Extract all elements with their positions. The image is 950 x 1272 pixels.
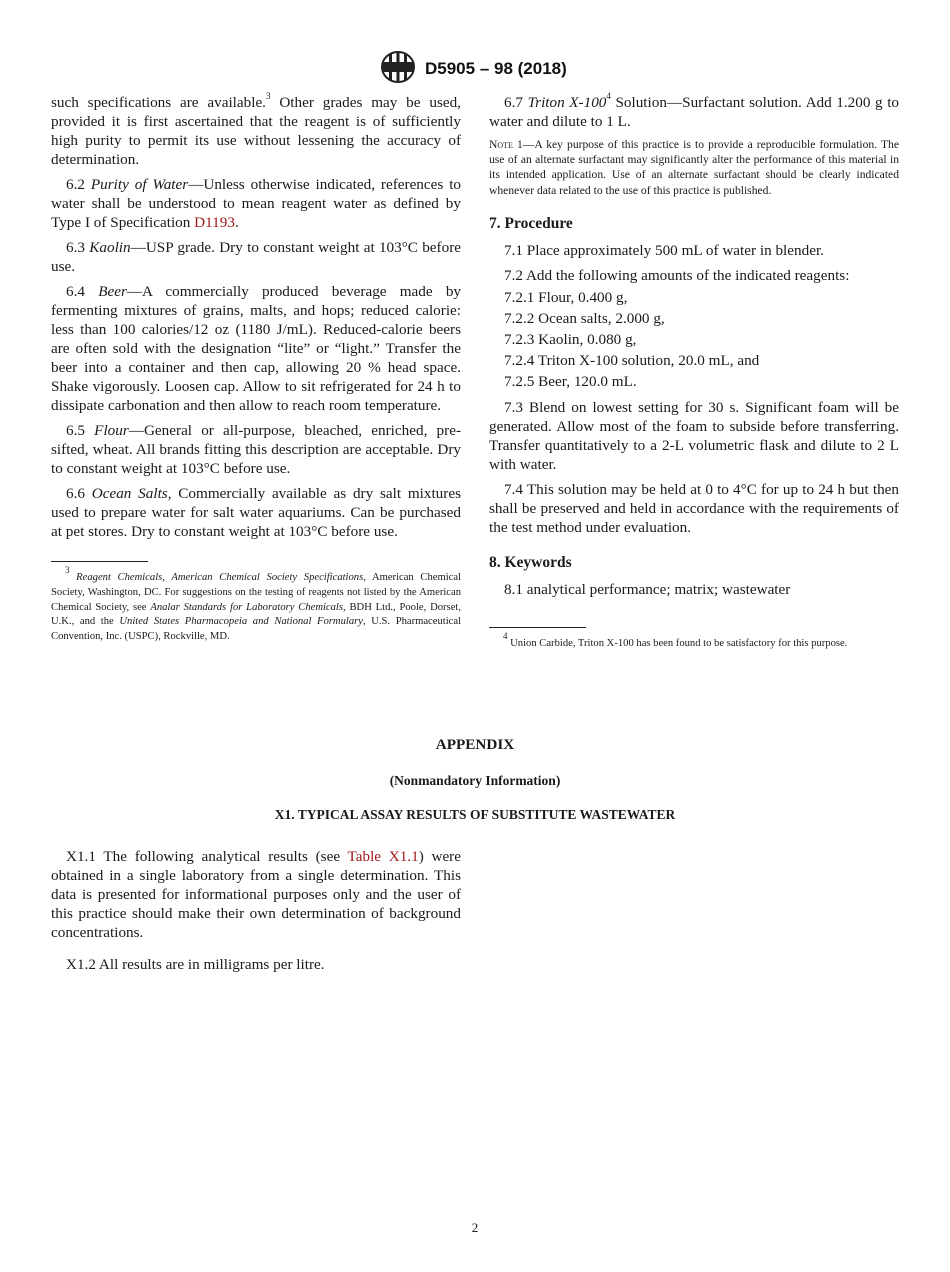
page-number: 2: [471, 1220, 479, 1235]
paragraph-6-6: 6.6 Ocean Salts, Commercially available as dry salt mixtures used to prepare water for salt water aquariums. Can be purchased at pet stores. Dry to constant weight at 103°C before use.: [51, 485, 461, 540]
footnote-3: $^3$ Reagent Chemicals, American Chemical Society Specifications, American Chemical Society, Washington, DC. For suggestions on the testing of reagents not listed by the American Chemical Society, see Analar Standards for Laboratory Chemicals, BDH Ltd., Poole, Dorset, U.K., and the United States Pharmacopeia and National Formulary, U.S. Pharmaceutical Convention, Inc. (USPC), Rockville, MD.: [51, 565, 461, 643]
footnote-4: $^4$ Union Carbide, Triton X-100 has been found to be satisfactory for this purpose.: [503, 631, 848, 649]
paragraph-6-2: 6.2 Purity of Water—Unless otherwise indicated, references to water shall be understood to mean reagent water as defined by Type I of Specification D1193.: [51, 176, 462, 231]
footnote-divider: [51, 561, 148, 562]
note-1: Note 1—A key purpose of this practice is to provide a reproducible formulation. The use of an alternate surfactant may significantly alter the performance of this material in its intended application. Use of an alternate surfactant should be clearly indicated whenever data related to the use of this practice is published.: [489, 138, 899, 197]
right-column: [489, 90, 900, 658]
paragraph-7-4: 7.4 This solution may be held at 0 to 4°C for up to 24 h but then shall be preserved and held in accordance with the requirements of the test method under evaluation.: [489, 480, 899, 536]
list-item: 7.2.2 Ocean salts, 2.000 g,: [504, 309, 665, 327]
appendix-x1-title: X1. TYPICAL ASSAY RESULTS OF SUBSTITUTE WASTEWATER: [274, 807, 676, 822]
astm-logo-icon: [380, 50, 416, 84]
link-table-x1-1[interactable]: Table X1.1: [347, 848, 419, 865]
list-item: 7.2.3 Kaolin, 0.080 g,: [504, 330, 637, 348]
paragraph-x1-2: X1.2 All results are in milligrams per litre.: [66, 956, 325, 973]
page-header: [0, 50, 950, 86]
paragraph-7-3: 7.3 Blend on lowest setting for 30 s. Significant foam will be generated. Allow most of the foam to subside before transferring. Transfer quantitatively to a 2-L volumetric flask and dilute to 2 L with water.: [489, 398, 899, 473]
appendix-title: APPENDIX: [435, 736, 515, 753]
footnote-divider: [489, 627, 586, 628]
paragraph-7-2: 7.2 Add the following amounts of the indicated reagents:: [504, 266, 850, 284]
paragraph-6-7: 6.7 Triton $X-100^4$ Solution—Surfactant solution. Add 1.200 g to water and dilute to 1 L.: [489, 90, 900, 130]
paragraph-6-4: 6.4 Beer—A commercially produced beverage made by fermenting mixtures of grains, malts, and hops; reduced calorie: less than 100 calories/12 oz (1180 J/mL). Reduced-calorie beers are often sold with the designation “lite” or “light.” Transfer the beer into a container and then cap, allowing 20 % head space. Shake vigorously. Loosen cap. Allow to sit refrigerated for 24 h to dissipate carbonation and then allow to reach room temperature.: [51, 283, 462, 414]
appendix-subtitle: (Nonmandatory Information): [389, 773, 561, 788]
reagent-list: [489, 287, 899, 392]
paragraph-x1-1: X1.1 The following analytical results (see Table X1.1) were obtained in a single laboratory from a single determination. This data is presented for informational purposes only and the user of this practice should make their own determination of background concentrations.: [51, 848, 461, 941]
list-item: 7.2.1 Flour, 0.400 g,: [504, 288, 628, 306]
document-designation: D5905 – 98 (2018): [425, 59, 567, 78]
section-heading-procedure: 7. Procedure: [489, 214, 573, 232]
paragraph-8-1: 8.1 analytical performance; matrix; wastewater: [504, 580, 791, 598]
paragraph-6-1-continued: such specifications are available.$^3$ Other grades may be used, provided it is first ascertained that the reagent is of sufficiently high purity to permit its use without lessening the accuracy of determination.: [51, 90, 461, 168]
section-heading-keywords: 8. Keywords: [489, 553, 572, 571]
appendix-body: [51, 847, 461, 987]
link-d1193[interactable]: D1193: [194, 214, 235, 231]
paragraph-7-1: 7.1 Place approximately 500 mL of water in blender.: [504, 241, 824, 259]
paragraph-6-3: 6.3 Kaolin—USP grade. Dry to constant weight at 103°C before use.: [51, 239, 461, 275]
left-column: [51, 90, 462, 651]
paragraph-6-5: 6.5 Flour—General or all-purpose, bleached, enriched, pre-sifted, wheat. All brands fitting this description are acceptable. Dry to constant weight at 103°C before use.: [51, 422, 462, 477]
list-item: 7.2.5 Beer, 120.0 mL.: [504, 372, 637, 390]
list-item: 7.2.4 Triton X-100 solution, 20.0 mL, and: [504, 351, 760, 369]
